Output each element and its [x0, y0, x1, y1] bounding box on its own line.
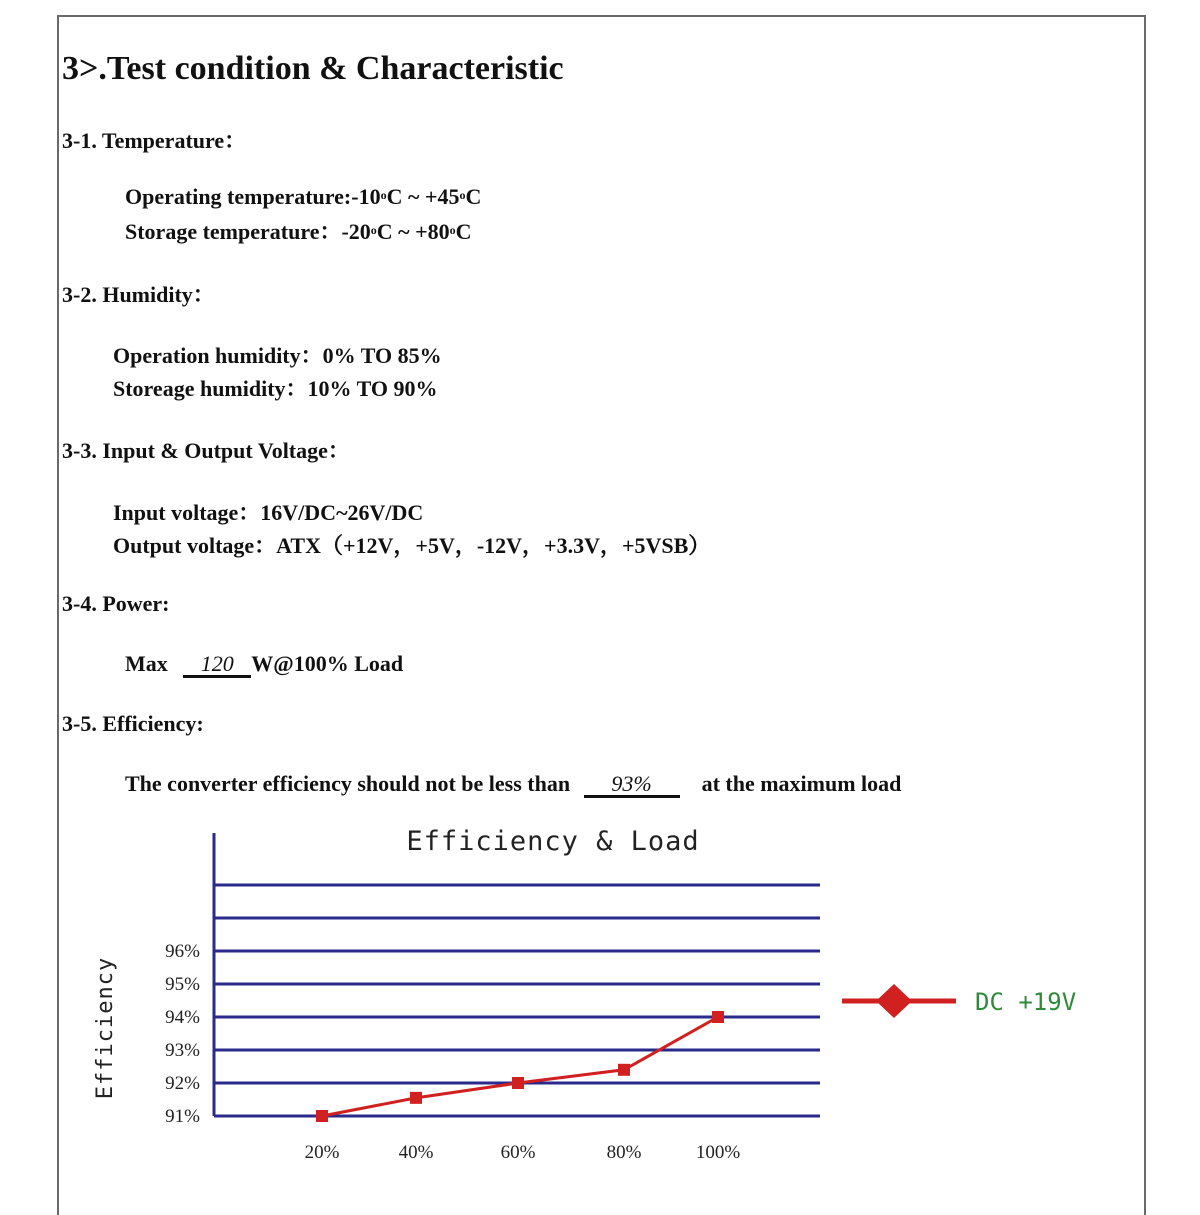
output-voltage: Output voltage：ATX（+12V，+5V，-12V，+3.3V，+5VSB）: [113, 533, 711, 558]
y-tick-label: 95%: [165, 974, 200, 995]
operating-temperature: Operating temperature:-10$^o$C ~ $+45^oC$: [125, 184, 482, 209]
x-tick-label: 80%: [606, 1142, 642, 1163]
section-heading: 3>.Test condition & Characteristic: [62, 50, 564, 87]
y-tick-label: 91%: [165, 1106, 200, 1127]
y-tick-label: 96%: [165, 941, 200, 962]
x-tick-label: 40%: [398, 1142, 434, 1163]
data-point-marker: [512, 1077, 524, 1089]
legend-entry-dc-19v: DC +19V: [975, 988, 1077, 1016]
x-tick-label: 100%: [695, 1142, 741, 1163]
power-line: Max 120 W@100% Load: [125, 651, 404, 676]
x-tick-labels: [305, 1142, 741, 1163]
degree-mark: o: [449, 223, 456, 237]
y-tick-label: 94%: [165, 1007, 200, 1028]
input-voltage: Input voltage：16V/DC~26V/DC: [113, 500, 424, 525]
storage-temperature: Storage temperature：-20$^o$C ~ $+80^oC$: [125, 219, 472, 244]
power-title: 3-4. Power:: [62, 591, 170, 616]
degree-mark: o: [459, 188, 466, 202]
degree-mark: o: [370, 223, 377, 237]
legend-diamond-marker: [876, 984, 912, 1018]
operation-humidity: Operation humidity：0% TO 85%: [113, 343, 442, 368]
data-point-marker: [410, 1092, 422, 1104]
efficiency-title: 3-5. Efficiency:: [62, 711, 204, 736]
chart-series: [316, 1011, 724, 1122]
x-tick-label: 60%: [500, 1142, 536, 1163]
temperature-title: 3-1. Temperature：: [62, 128, 247, 153]
data-point-marker: [316, 1110, 328, 1122]
storage-humidity: Storeage humidity：10% TO 90%: [113, 376, 438, 401]
voltage-title: 3-3. Input & Output Voltage：: [62, 438, 350, 463]
chart-grid: [214, 833, 820, 1116]
series-line: [322, 1017, 718, 1116]
x-tick-label: 20%: [304, 1142, 340, 1163]
chart-legend: [842, 984, 1076, 1018]
efficiency-value: 93%: [584, 773, 680, 798]
y-tick-label: 93%: [165, 1040, 200, 1061]
chart-title: Efficiency & Load: [406, 826, 700, 857]
humidity-title: 3-2. Humidity：: [62, 282, 215, 307]
efficiency-line: The converter efficiency should not be less than 93% at the maximum load: [125, 771, 902, 796]
degree-mark: o: [380, 188, 387, 202]
y-tick-labels: [165, 941, 200, 1127]
power-value: 120: [183, 653, 251, 678]
y-tick-label: 92%: [165, 1073, 200, 1094]
y-axis-label: Efficiency: [93, 956, 118, 1100]
data-point-marker: [618, 1064, 630, 1076]
data-point-marker: [712, 1011, 724, 1023]
